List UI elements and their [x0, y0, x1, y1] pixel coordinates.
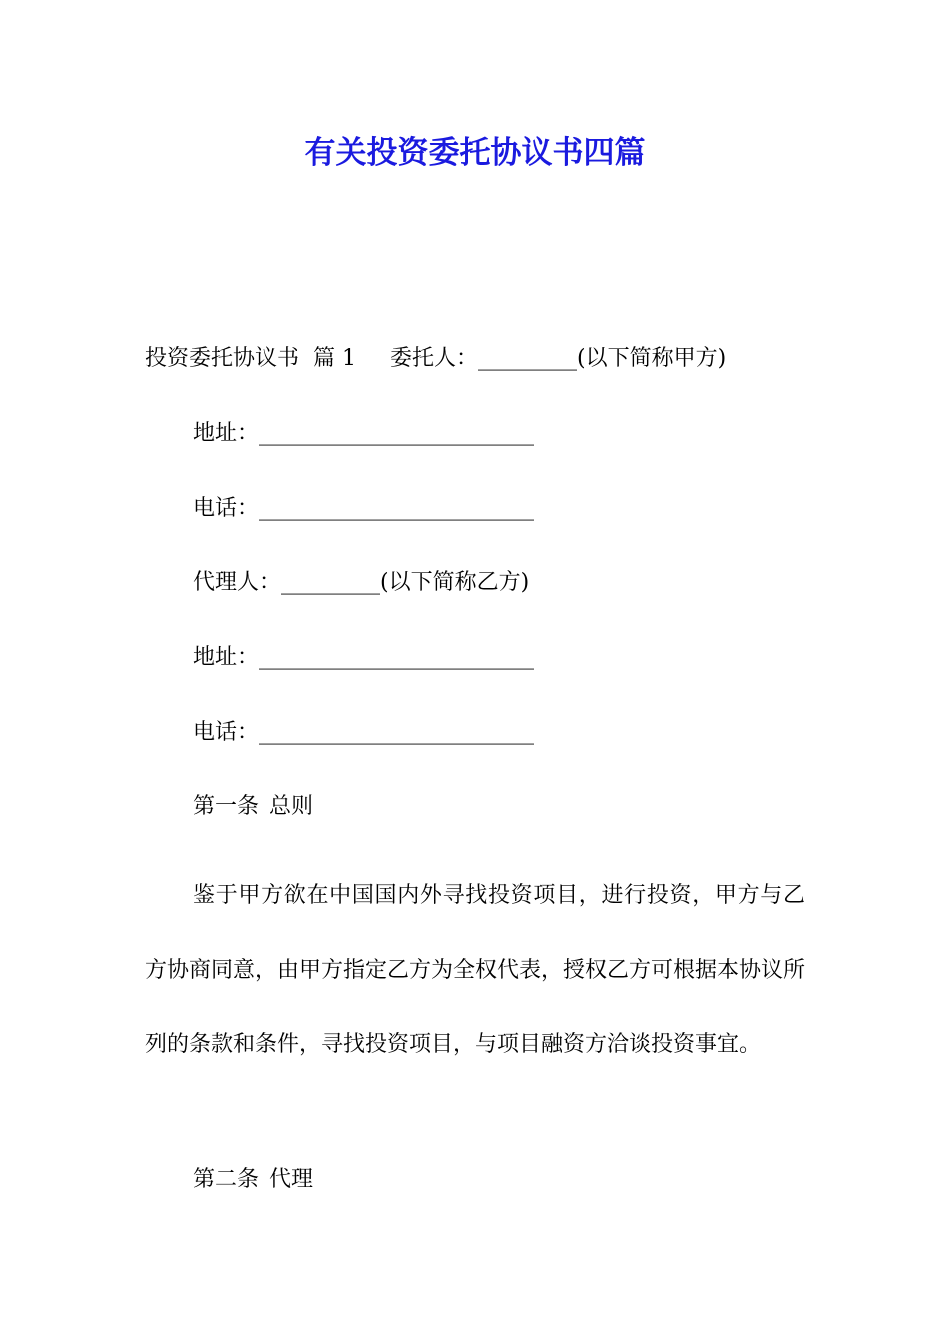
article-1-paragraph: 鉴于甲方欲在中国国内外寻找投资项目，进行投资，甲方与乙方协商同意，由甲方指定乙方为全权代表，授权乙方可根据本协议所列的条款和条件，寻找投资项目，与项目融资方洽谈投资事宜。	[145, 883, 806, 1057]
article-1-number: 第一条	[193, 794, 260, 819]
article-2-heading	[193, 1165, 313, 1195]
client-address-field: 地址：_________________________	[193, 421, 535, 446]
article-2-number: 第二条	[193, 1167, 260, 1192]
document-title: 有关投资委托协议书四篇	[304, 135, 646, 171]
article-2-name: 代理	[269, 1167, 314, 1192]
article-1-name: 总则	[269, 794, 314, 819]
client-phone-field: 电话：_________________________	[193, 496, 535, 521]
article-1-heading	[193, 792, 313, 822]
agent-phone-field: 电话：_________________________	[193, 720, 535, 745]
agent-field: 代理人：_________(以下简称乙方)	[193, 570, 530, 595]
agreement-heading-line	[145, 344, 726, 374]
client-field: 委托人：_________(以下简称甲方)	[389, 346, 727, 371]
agent-address-field: 地址：_________________________	[193, 645, 535, 670]
agreement-heading: 投资委托协议书 篇 1	[145, 346, 356, 371]
